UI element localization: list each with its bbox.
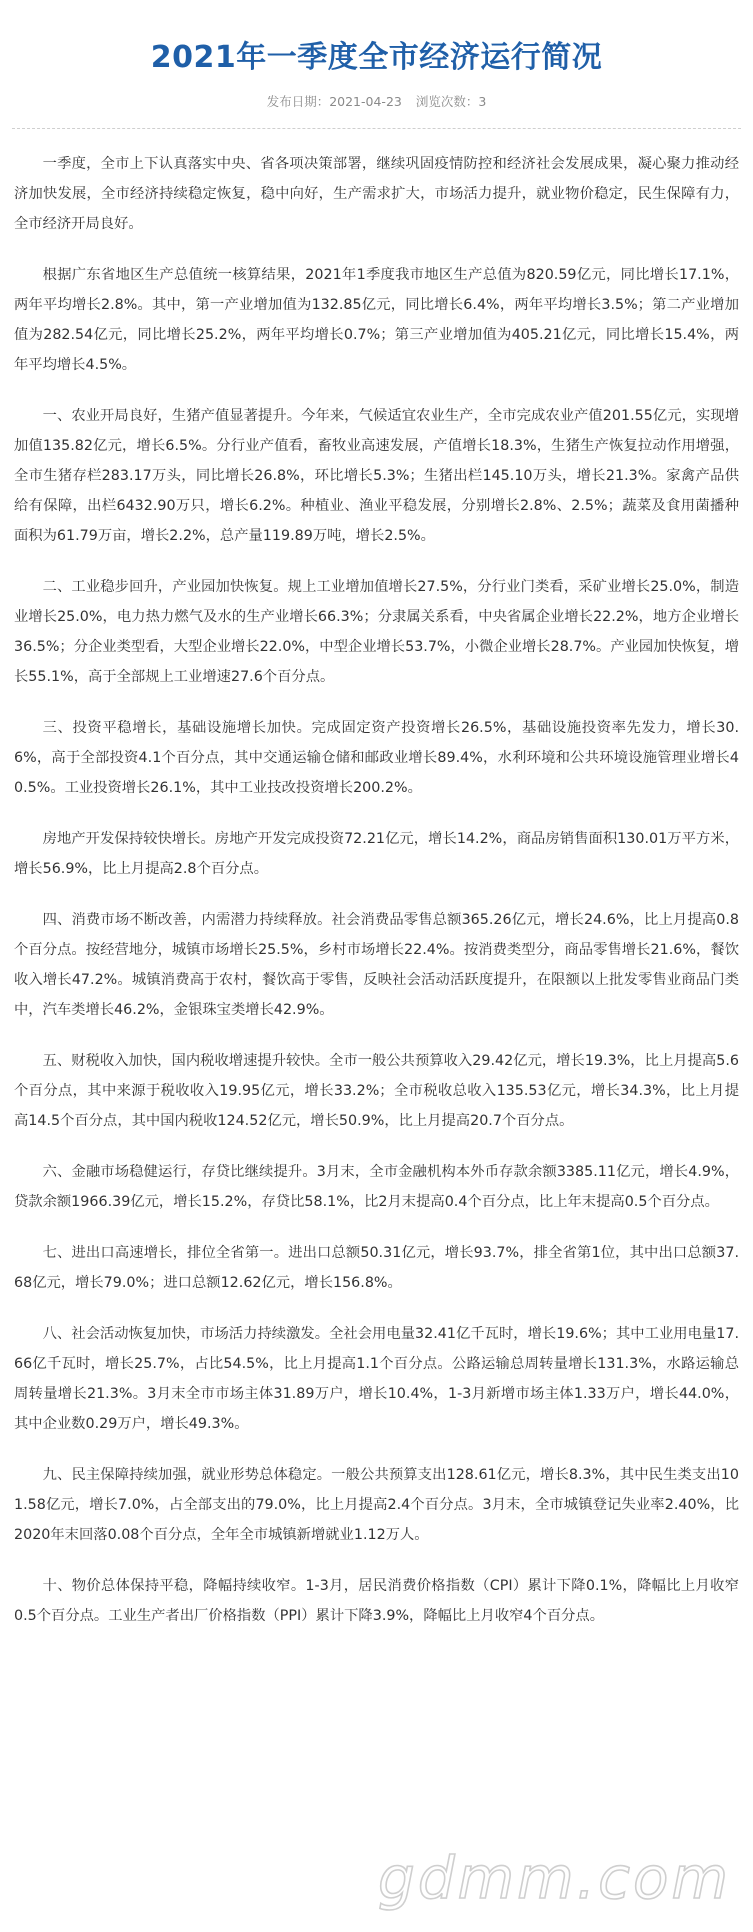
paragraph: 九、民主保障持续加强，就业形势总体稳定。一般公共预算支出128.61亿元，增长8.3%，其中民生类支出101.58亿元，增长7.0%，占全部支出的79.0%，比上月提高2.4个百分点。3月末，全市城镇登记失业率2.40%，比2020年末回落0.08个百分点，全年全市城镇新增就业1.12万人。 [14,1467,739,1543]
paragraph: 二、工业稳步回升，产业园加快恢复。规上工业增加值增长27.5%，分行业门类看，采矿业增长25.0%，制造业增长25.0%，电力热力燃气及水的生产业增长66.3%；分隶属关系看，中央省属企业增长22.2%，地方企业增长36.5%；分企业类型看，大型企业增长22.0%，中型企业增长53.7%，小微企业增长28.7%。产业园加快恢复，增长55.1%，高于全部规上工业增速27.6个百分点。 [14,579,739,685]
paragraph: 十、物价总体保持平稳，降幅持续收窄。1-3月，居民消费价格指数（CPI）累计下降0.1%，降幅比上月收窄0.5个百分点。工业生产者出厂价格指数（PPI）累计下降3.9%，降幅比上月收窄4个百分点。 [14,1578,739,1624]
paragraph: 四、消费市场不断改善，内需潜力持续释放。社会消费品零售总额365.26亿元，增长24.6%，比上月提高0.8个百分点。按经营地分，城镇市场增长25.5%，乡村市场增长22.4%。按消费类型分，商品零售增长21.6%，餐饮收入增长47.2%。城镇消费高于农村，餐饮高于零售，反映社会活动活跃度提升，在限额以上批发零售业商品门类中，汽车类增长46.2%，金银珠宝类增长42.9%。 [14,912,739,1018]
article-meta [0,92,753,112]
article-body [0,129,753,1631]
paragraph: 六、金融市场稳健运行，存贷比继续提升。3月末，全市金融机构本外币存款余额3385.11亿元，增长4.9%，贷款余额1966.39亿元，增长15.2%，存贷比58.1%，比2月末提高0.4个百分点，比上年末提高0.5个百分点。 [14,1164,739,1210]
watermark: gdmm.com [378,1844,731,1912]
page-title: 2021年一季度全市经济运行简况 [150,40,603,75]
paragraph: 根据广东省地区生产总值统一核算结果，2021年1季度我市地区生产总值为820.59亿元，同比增长17.1%，两年平均增长2.8%。其中，第一产业增加值为132.85亿元，同比增长6.4%，两年平均增长3.5%；第二产业增加值为282.54亿元，同比增长25.2%，两年平均增长0.7%；第三产业增加值为405.21亿元，同比增长15.4%，两年平均增长4.5%。 [14,267,739,373]
paragraph: 房地产开发保持较快增长。房地产开发完成投资72.21亿元，增长14.2%，商品房销售面积130.01万平方米，增长56.9%，比上月提高2.8个百分点。 [14,831,739,877]
publish-date: 2021-04-23 [329,94,402,109]
publish-date-label: 发布日期： [266,94,330,109]
paragraph: 七、进出口高速增长，排位全省第一。进出口总额50.31亿元，增长93.7%，排全省第1位，其中出口总额37.68亿元，增长79.0%；进口总额12.62亿元，增长156.8%。 [14,1245,739,1291]
view-count: 3 [478,94,487,109]
paragraph: 五、财税收入加快，国内税收增速提升较快。全市一般公共预算收入29.42亿元，增长19.3%，比上月提高5.6个百分点，其中来源于税收收入19.95亿元，增长33.2%；全市税收总收入135.53亿元，增长34.3%，比上月提高14.5个百分点，其中国内税收124.52亿元，增长50.9%，比上月提高20.7个百分点。 [14,1053,739,1129]
view-count-label: 浏览次数： [415,94,479,109]
paragraph: 八、社会活动恢复加快，市场活力持续激发。全社会用电量32.41亿千瓦时，增长19.6%；其中工业用电量17.66亿千瓦时，增长25.7%，占比54.5%，比上月提高1.1个百分点。公路运输总周转量增长131.3%，水路运输总周转量增长21.3%。3月末全市市场主体31.89万户，增长10.4%，1-3月新增市场主体1.33万户，增长44.0%，其中企业数0.29万户，增长49.3%。 [14,1326,739,1432]
paragraph: 三、投资平稳增长，基础设施增长加快。完成固定资产投资增长26.5%，基础设施投资率先发力，增长30.6%，高于全部投资4.1个百分点，其中交通运输仓储和邮政业增长89.4%，水利环境和公共环境设施管理业增长40.5%。工业投资增长26.1%，其中工业技改投资增长200.2%。 [14,720,739,796]
paragraph: 一季度，全市上下认真落实中央、省各项决策部署，继续巩固疫情防控和经济社会发展成果，凝心聚力推动经济加快发展，全市经济持续稳定恢复，稳中向好，生产需求扩大，市场活力提升，就业物价稳定，民生保障有力，全市经济开局良好。 [14,156,739,232]
paragraph: 一、农业开局良好，生猪产值显著提升。今年来，气候适宜农业生产，全市完成农业产值201.55亿元，实现增加值135.82亿元，增长6.5%。分行业产值看，畜牧业高速发展，产值增长18.3%，生猪生产恢复拉动作用增强，全市生猪存栏283.17万头，同比增长26.8%，环比增长5.3%；生猪出栏145.10万头，增长21.3%。家禽产品供给有保障，出栏6432.90万只，增长6.2%。种植业、渔业平稳发展，分别增长2.8%、2.5%；蔬菜及食用菌播种面积为61.79万亩，增长2.2%，总产量119.89万吨，增长2.5%。 [14,408,739,544]
